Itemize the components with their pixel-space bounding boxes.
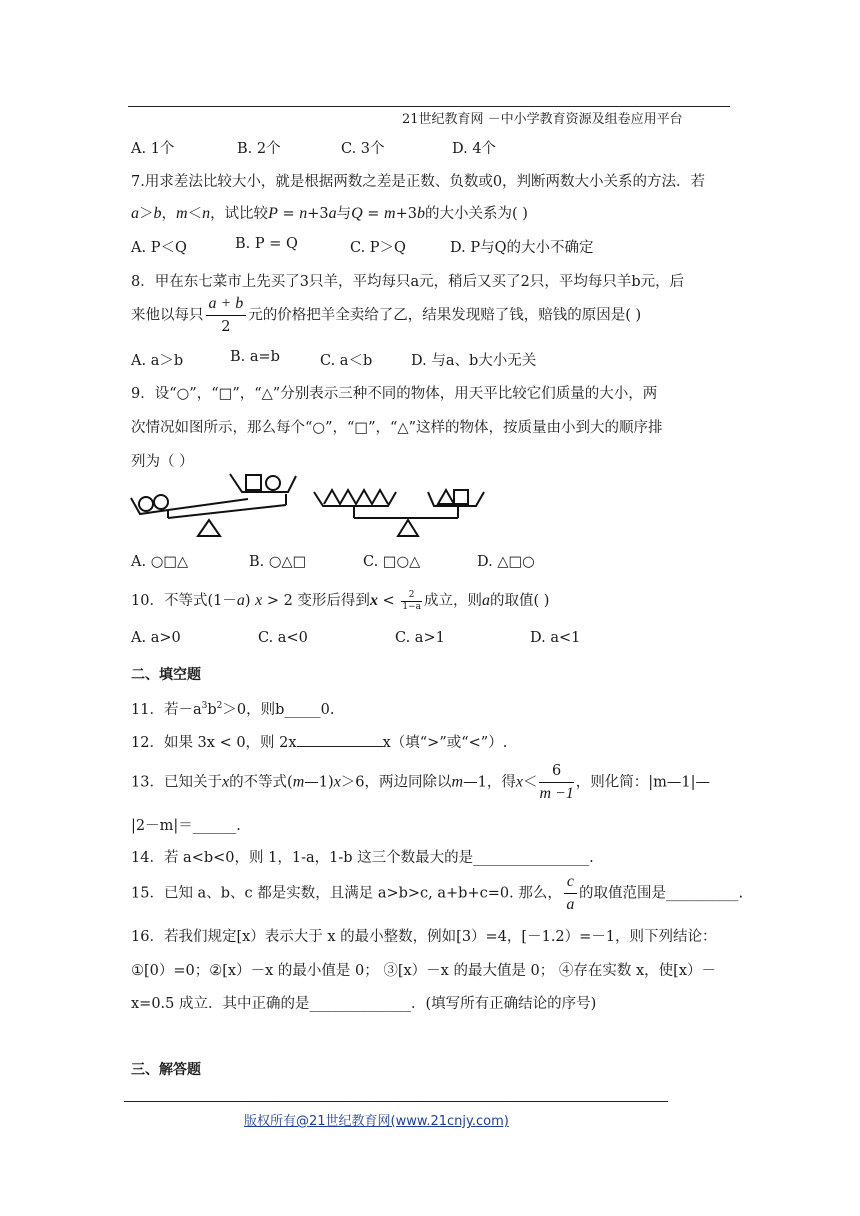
- q14-line: 14．若 a<b<0，则 1，1-a，1-b 这三个数最大的是________________.: [131, 850, 594, 866]
- left-pan-right: [230, 474, 296, 492]
- q8-line1: 8．甲在东七菜市上先买了3只羊，平均每只a元，稍后又买了2只，平均每只羊b元，后: [131, 274, 685, 290]
- q16-line2: ①[0）=0；②[x）－x 的最小值是 0； ③[x）－x 的最大值是 0； ④存在实数 x，使[x）－: [131, 963, 717, 979]
- triangle-shapes: [324, 490, 388, 504]
- q10-option-c: C. a>1: [395, 630, 445, 646]
- circle-shape: [266, 476, 280, 490]
- q8-fraction: $\frac{a + b}{2}$: [206, 293, 247, 338]
- q7-line2: a＞b，m＜n，试比较P = n+3a与Q = m+3b的大小关系为( ): [131, 205, 528, 222]
- q10-fraction: $\frac{2}{1-a}$: [402, 589, 421, 612]
- section-answer-title: 三、解答题: [131, 1062, 201, 1078]
- q7-option-c: C. P＞Q: [350, 240, 406, 256]
- q15-fraction: $\frac{c}{a}$: [564, 871, 577, 916]
- q8-option-b: B. a=b: [230, 349, 280, 365]
- q16-line3: x=0.5 成立．其中正确的是______________．(填写所有正确结论的序号): [131, 996, 597, 1012]
- q13-fraction: $\frac{6}{m -1}$: [539, 760, 573, 805]
- q9-option-b: B. ○△□: [249, 554, 307, 570]
- circle-shape: [139, 497, 153, 511]
- q11-line: 11．若$-a^3b^2>0$，则b_____0.: [131, 701, 335, 718]
- balance-scales-figure: [128, 470, 488, 542]
- q10-option-b: C. a<0: [258, 630, 308, 646]
- q8-option-c: C. a＜b: [320, 353, 373, 369]
- square-shape: [454, 490, 468, 504]
- q9-line3: 列为（ ）: [131, 454, 194, 470]
- beam: [168, 499, 248, 510]
- q10-option-a: A. a>0: [131, 630, 181, 646]
- left-pan-left: [131, 498, 168, 514]
- fulcrum-triangle: [198, 520, 220, 536]
- q7-option-b: B. P = Q: [235, 236, 298, 252]
- circle-shape: [154, 495, 168, 509]
- q6-option-a: A. 1个: [131, 141, 175, 157]
- footer-copyright-link[interactable]: 版权所有@21世纪教育网(www.21cnjy.com): [244, 1114, 509, 1129]
- header-text: 21世纪教育网 －中小学教育资源及组卷应用平台: [402, 112, 683, 127]
- q7-option-a: A. P＜Q: [131, 240, 187, 256]
- triangle-shape: [438, 490, 454, 504]
- q6-option-d: D. 4个: [452, 141, 497, 157]
- q7-option-d: D. P与Q的大小不确定: [450, 240, 594, 256]
- q15-line: 15．已知 a、b、c 都是实数，且满足 a>b>c, a+b+c=0. 那么， $\frac{c}{a}$ 的取值范围是__________.: [131, 871, 743, 916]
- q9-line2: 次情况如图所示，那么每个“○”，“□”，“△”这样的物体，按质量由小到大的顺序排: [131, 420, 663, 436]
- q13-line1: 13．已知关于x的不等式(m—1)x＞6，两边同除以m—1，得x＜ $\frac{6}{m -1}$ ，则化简：|m—1|—: [131, 760, 710, 805]
- q6-option-b: B. 2个: [237, 141, 281, 157]
- q12-blank[interactable]: [297, 732, 383, 747]
- fulcrum-triangle: [398, 520, 418, 536]
- square-shape: [246, 475, 261, 490]
- q9-option-a: A. ○□△: [131, 554, 189, 570]
- section-fill-in-title: 二、填空题: [131, 667, 201, 683]
- q9-option-d: D. △□○: [477, 554, 535, 570]
- q9-line1: 9．设“○”，“□”，“△”分别表示三种不同的物体，用天平比较它们质量的大小，两: [131, 386, 658, 402]
- q8-option-d: D. 与a、b大小无关: [411, 353, 537, 369]
- q8-option-a: A. a＞b: [131, 353, 184, 369]
- q7-line1: 7.用求差法比较大小，就是根据两数之差是正数、负数或0，判断两数大小关系的方法．若: [131, 174, 706, 190]
- header-rule: [128, 106, 730, 107]
- q12-line: 12．如果 3x < 0，则 2x x（填“>”或“<”）.: [131, 731, 507, 752]
- q13-line2: |2－m|＝______.: [131, 818, 241, 834]
- q9-option-c: C. □○△: [363, 554, 421, 570]
- q8-line2: 来他以每只 $\frac{a + b}{2}$ 元的价格把羊全卖给了乙，结果发现赔了钱，赔钱的原因是( ): [131, 293, 641, 338]
- q10-line: 10．不等式(1－a) x > 2 变形后得到x < $\frac{2}{1-a}$ 成立，则a的取值( ): [131, 589, 550, 612]
- q10-option-d: D. a<1: [530, 630, 581, 646]
- q6-option-c: C. 3个: [341, 141, 385, 157]
- footer-rule: [124, 1101, 668, 1102]
- q16-line1: 16．若我们规定[x）表示大于 x 的最小整数，例如[3）=4，[－1.2）=－1，则下列结论：: [131, 929, 717, 945]
